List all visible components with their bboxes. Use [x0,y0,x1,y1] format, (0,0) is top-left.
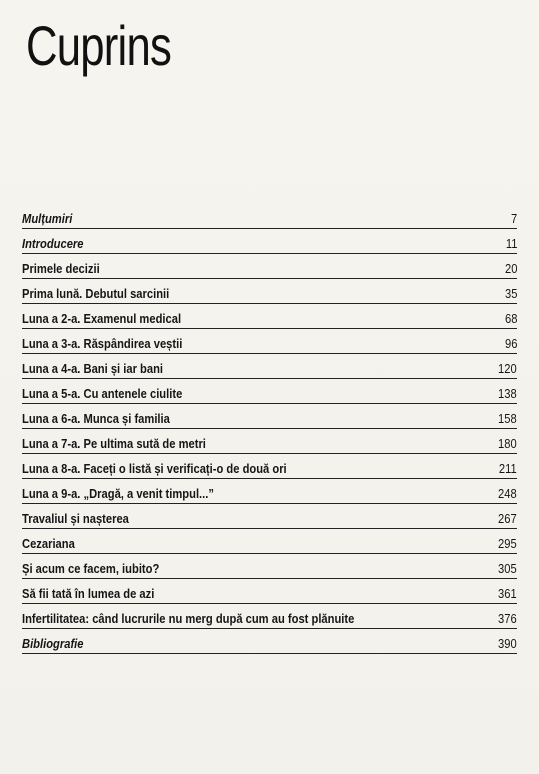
toc-entry-title: Luna a 6-a. Munca și familia [22,411,170,426]
toc-entry [22,254,517,279]
toc-entry-title: Introducere [22,236,84,251]
toc-entry [22,404,517,429]
toc-entry-title: Mulțumiri [22,211,73,226]
toc-entry-page-number: 361 [498,586,517,601]
toc-entry [22,629,517,654]
toc-entry-title: Travaliul și nașterea [22,511,129,526]
toc-entry-page-number: 11 [505,236,517,251]
toc-entry-page-number: 138 [498,386,517,401]
toc-entry-page-number: 7 [510,211,517,226]
toc-entry-title: Luna a 3-a. Răspândirea veștii [22,336,183,351]
toc-entry-title: Prima lună. Debutul sarcinii [22,286,170,301]
toc-entry-title: Să fii tată în lumea de azi [22,586,155,601]
toc-entry-page-number: 96 [504,336,517,351]
toc-entry [22,429,517,454]
toc-entry-title: Și acum ce facem, iubito? [22,561,160,576]
toc-entry [22,554,517,579]
page-title: Cuprins [26,14,172,77]
toc-entry-title: Luna a 5-a. Cu antenele ciulite [22,386,183,401]
toc-entry-page-number: 158 [498,411,517,426]
toc-entry-page-number: 248 [498,486,517,501]
toc-entry-page-number: 211 [499,461,517,476]
toc-entry [22,229,517,254]
toc-entry-page-number: 305 [498,561,517,576]
toc-entry [22,529,517,554]
toc-entry [22,279,517,304]
table-of-contents [22,202,517,654]
toc-entry [22,454,517,479]
toc-entry [22,479,517,504]
toc-entry-title: Luna a 7-a. Pe ultima sută de metri [22,436,206,451]
toc-entry-title: Bibliografie [22,636,84,651]
toc-entry [22,604,517,629]
toc-entry-page-number: 120 [498,361,517,376]
toc-entry [22,304,517,329]
bleed-through-shadow [170,12,182,77]
toc-entry [22,202,517,229]
toc-entry-page-number: 376 [498,611,517,626]
toc-entry-title: Infertilitatea: când lucrurile nu merg după cum au fost plănuite [22,611,355,626]
toc-entry-page-number: 35 [504,286,517,301]
toc-entry [22,379,517,404]
toc-entry-page-number: 390 [498,636,517,651]
toc-entry-page-number: 68 [504,311,517,326]
toc-entry-title: Primele decizii [22,261,100,276]
toc-entry [22,504,517,529]
toc-entry-page-number: 267 [498,511,517,526]
toc-entry-title: Luna a 2-a. Examenul medical [22,311,182,326]
toc-entry-title: Luna a 8-a. Faceți o listă și verificați-o de două ori [22,461,287,476]
toc-entry [22,354,517,379]
toc-entry-page-number: 20 [504,261,517,276]
toc-entry-title: Luna a 9-a. „Dragă, a venit timpul...” [22,486,214,501]
toc-entry-page-number: 180 [498,436,517,451]
toc-entry-page-number: 295 [498,536,517,551]
toc-entry [22,329,517,354]
toc-entry-title: Luna a 4-a. Bani și iar bani [22,361,164,376]
toc-entry [22,579,517,604]
toc-entry-title: Cezariana [22,536,75,551]
